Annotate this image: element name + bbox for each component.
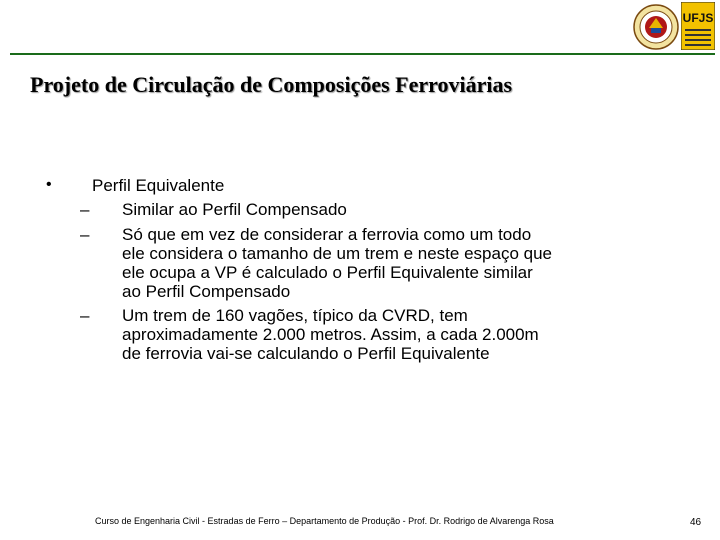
sub-item-line: ele ocupa a VP é calculado o Perfil Equivalente similar (122, 263, 533, 282)
bullet-title: Perfil Equivalente (92, 176, 225, 195)
sub-item-1 (122, 200, 662, 219)
ufjs-logo (681, 2, 715, 50)
university-seal-icon (633, 4, 679, 50)
sub-item-line: Similar ao Perfil Compensado (122, 200, 347, 219)
page-number: 46 (690, 517, 702, 528)
sub-item-3 (122, 306, 662, 363)
sub-item-line: de ferrovia vai-se calculando o Perfil Equivalente (122, 344, 490, 363)
sub-item-line: ele considera o tamanho de um trem e neste espaço que (122, 244, 552, 263)
footer-text: Curso de Engenharia Civil - Estradas de Ferro – Departamento de Produção - Prof. Dr. Rodrigo de Alvarenga Rosa (95, 516, 554, 526)
sub-item-line: ao Perfil Compensado (122, 282, 291, 301)
slide-title: Projeto de Circulação de Composições Ferroviárias (30, 72, 513, 97)
dash-marker: – (80, 306, 90, 325)
sub-item-line: aproximadamente 2.000 metros. Assim, a cada 2.000m (122, 325, 539, 344)
sub-item-line: Um trem de 160 vagões, típico da CVRD, tem (122, 306, 468, 325)
ufjs-logo-text: UFJS (682, 11, 714, 25)
header-divider (10, 53, 715, 55)
dash-marker: – (80, 200, 90, 219)
sub-item-line: Só que em vez de considerar a ferrovia como um todo (122, 225, 532, 244)
bullet-marker: • (46, 176, 52, 193)
sub-item-2 (122, 225, 662, 301)
dash-marker: – (80, 225, 90, 244)
